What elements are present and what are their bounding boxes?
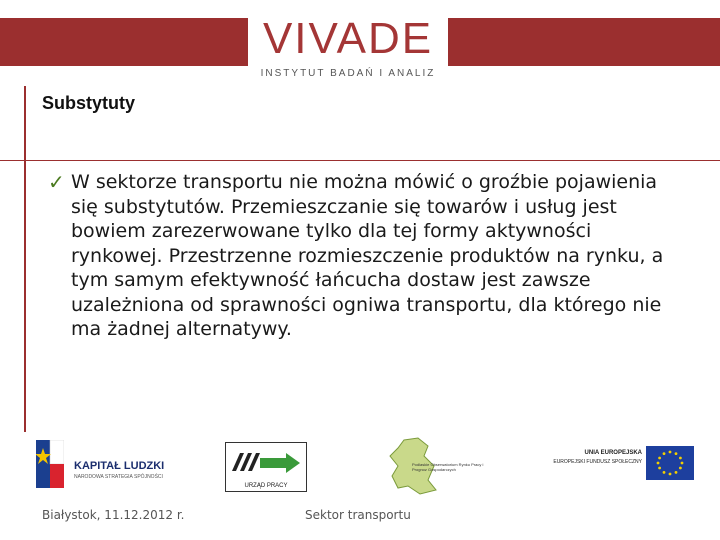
horizontal-divider <box>0 160 720 161</box>
kapital-ludzki-logo <box>36 440 196 492</box>
eu-line2: EUROPEJSKI FUNDUSZ SPOŁECZNY <box>553 459 642 465</box>
kapital-ludzki-sub: NARODOWA STRATEGIA SPÓJNOŚCI <box>74 474 163 480</box>
kapital-ludzki-icon <box>36 440 64 488</box>
arrow-icon <box>226 443 306 479</box>
partner-logos <box>30 436 690 496</box>
brand-name: VIVADE <box>262 14 434 63</box>
obserwatorium-name: Podlaskie Obserwatorium Rynku Pracy i Prognoz Gospodarczych <box>412 462 484 472</box>
footer-section-title: Sektor transportu <box>305 508 411 522</box>
obserwatorium-logo <box>384 436 504 496</box>
vivade-logo <box>248 0 448 88</box>
bullet-text: W sektorze transportu nie można mówić o groźbie pojawienia się substytutów. Przemieszczanie się towarów i usług jest bowiem zarezerwowane tylko dla tej formy aktywności rynkowej. Przestrzenne rozmieszczenie produktów na rynku, a tym samym efektywność łańcucha dostaw jest zawsze uzależniona od sprawności ogniwa transportu, dla którego nie ma żadnej alternatywy. <box>71 171 664 340</box>
checkmark-icon: ✓ <box>48 170 65 194</box>
slide-title: Substytuty <box>42 93 136 113</box>
eu-logo <box>550 446 680 486</box>
kapital-ludzki-name: KAPITAŁ LUDZKI <box>74 460 165 472</box>
urzad-pracy-name: URZĄD PRACY <box>244 483 288 489</box>
eu-flag-icon <box>646 446 694 480</box>
eu-line1: UNIA EUROPEJSKA <box>584 450 642 456</box>
urzad-pracy-logo <box>225 442 307 492</box>
brand-tagline: INSTYTUT BADAŃ I ANALIZ <box>260 68 436 79</box>
vertical-divider <box>24 86 26 432</box>
footer-date: Białystok, 11.12.2012 r. <box>42 508 185 522</box>
